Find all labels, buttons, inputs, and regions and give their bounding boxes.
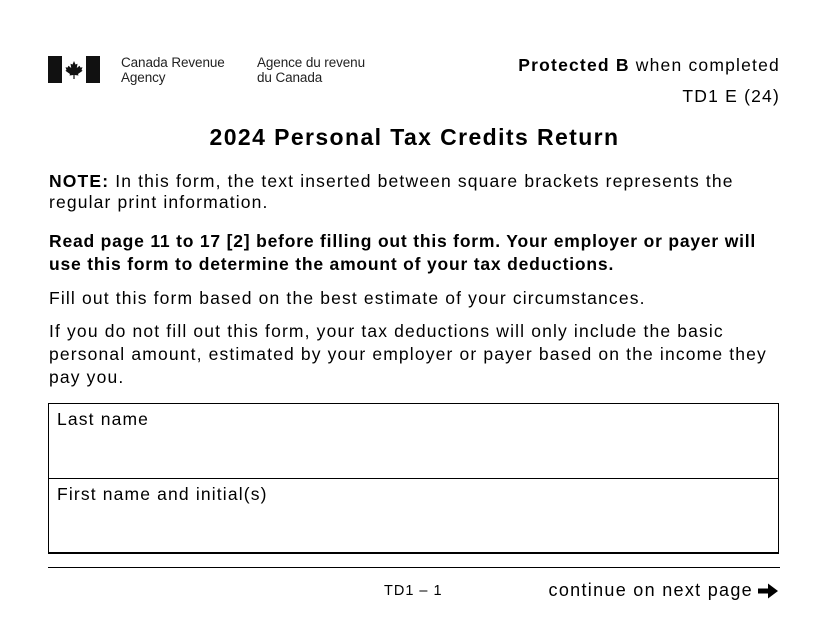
continue-next-page-link[interactable] (549, 580, 779, 601)
protected-level: Protected B (518, 55, 630, 75)
name-fields-box (48, 403, 779, 554)
agency-name-english (121, 55, 225, 85)
read-instructions-paragraph: Read page 11 to 17 [2] before filling out this form. Your employer or payer will use this form to determine the amount of your tax deductions. (49, 231, 757, 274)
fill-out-paragraph: Fill out this form based on the best estimate of your circumstances. (49, 288, 646, 308)
page-number: TD1 – 1 (384, 583, 443, 599)
last-name-input[interactable] (57, 436, 761, 472)
maple-leaf-icon (64, 56, 84, 83)
agency-en-line1: Canada Revenue (121, 55, 225, 70)
first-name-input[interactable] (57, 511, 761, 547)
agency-name-french (257, 55, 365, 85)
protected-status (518, 55, 780, 76)
agency-en-line2: Agency (121, 70, 166, 85)
protected-qualifier: when completed (629, 55, 780, 75)
flag-bar-left (48, 56, 62, 83)
arrow-right-icon (757, 582, 779, 600)
note-paragraph (49, 171, 789, 213)
first-name-row (49, 479, 778, 553)
continue-label: continue on next page (548, 580, 753, 600)
last-name-row (49, 404, 778, 479)
last-name-label: Last name (57, 409, 150, 429)
note-text: In this form, the text inserted between square brackets represents the regular print information. (49, 171, 734, 212)
footer-divider (48, 567, 780, 568)
agency-fr-line2: du Canada (257, 70, 323, 85)
first-name-label: First name and initial(s) (57, 484, 268, 504)
note-label: NOTE: (49, 171, 110, 191)
flag-bar-right (86, 56, 100, 83)
page-title: 2024 Personal Tax Credits Return (209, 124, 620, 150)
canada-wordmark-logo (48, 56, 100, 83)
agency-fr-line1: Agence du revenu (257, 55, 365, 70)
if-not-filled-paragraph: If you do not fill out this form, your tax deductions will only include the basic personal amount, estimated by your employer or payer based on the income they pay you. (49, 321, 767, 387)
form-number: TD1 E (24) (682, 86, 780, 106)
